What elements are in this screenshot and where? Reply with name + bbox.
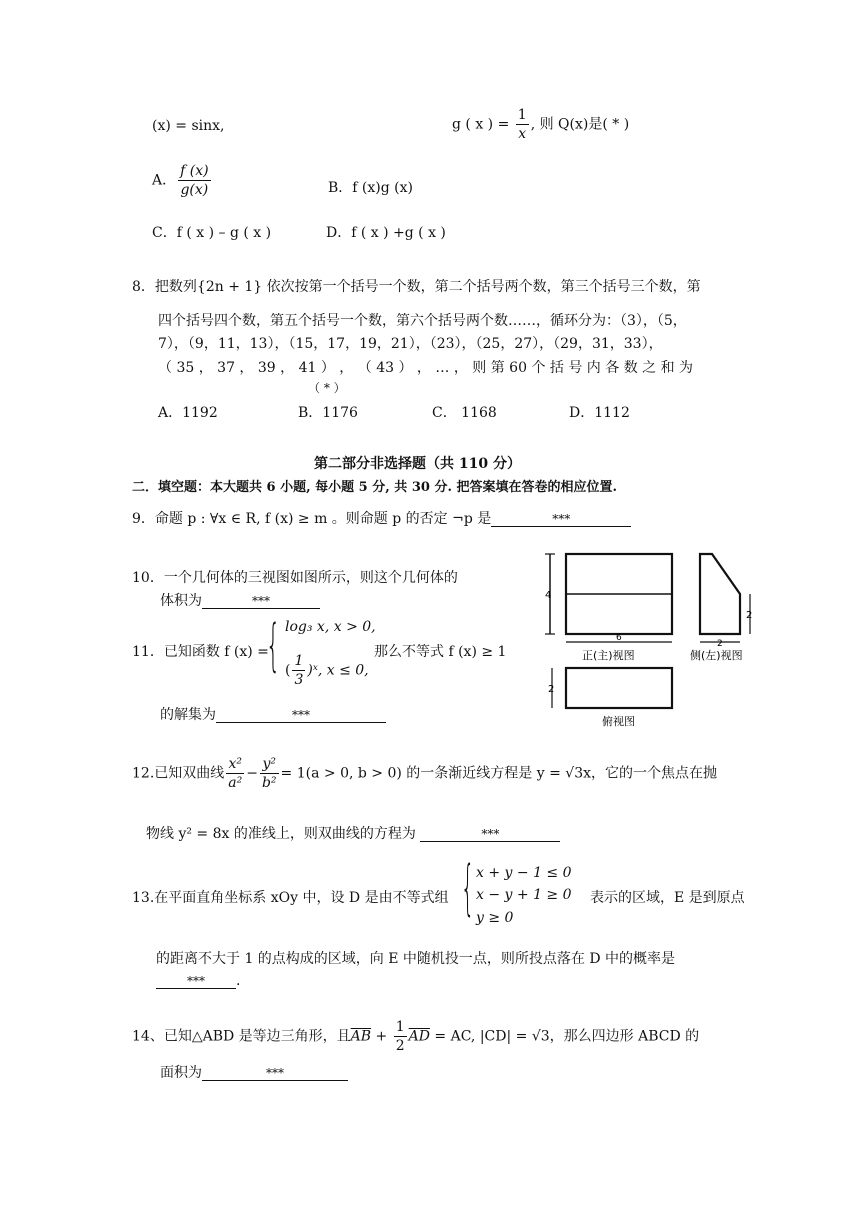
q12-text: 物线 y² = 8x 的准线上，则双曲线的方程为 — [146, 826, 416, 842]
q11-case-2-rest: )ˣ, x ≤ 0, — [307, 662, 369, 679]
q7-f-definition: (x) = sinx, — [152, 118, 225, 134]
q13-inequality-3: y ≥ 0 — [476, 910, 514, 926]
q9-answer-blank: *** — [491, 512, 631, 527]
q7-option-a-fraction — [178, 162, 210, 199]
q7-g-definition — [452, 106, 629, 143]
q14-plus: + — [371, 1028, 392, 1045]
q13-brace: { — [461, 853, 475, 923]
q13-end: . — [236, 973, 241, 989]
q13-prefix: 13.在平面直角坐标系 xOy 中，设 D 是由不等式组 — [132, 890, 449, 906]
q11-text: 的解集为 — [160, 707, 216, 723]
q14-answer-blank: *** — [202, 1066, 348, 1081]
q12-fraction-x — [226, 755, 244, 792]
q13-suffix: 表示的区域，E 是到原点 — [590, 890, 745, 906]
q11-base-numerator: 1 — [294, 653, 304, 669]
q7-option-d: D．f ( x ) +g ( x ) — [326, 225, 446, 241]
q8-option-b: B．1176 — [298, 405, 358, 421]
q14-text: 面积为 — [160, 1065, 202, 1081]
q10-answer-blank: *** — [202, 594, 320, 609]
q11-answer-blank: *** — [216, 708, 386, 723]
part2-title: 第二部分非选择题（共 110 分） — [314, 456, 521, 472]
q14-half-numerator: 1 — [395, 1019, 405, 1035]
q14-vector-ab: $\overline{AB}$ — [350, 1028, 372, 1045]
q7-option-a-numerator: f (x) — [180, 163, 209, 179]
q14-rest: = AC, |CD| = √3，那么四边形 ABCD 的 — [429, 1028, 700, 1045]
q14-line-2 — [160, 1062, 348, 1082]
q7-g-denominator: x — [518, 126, 527, 142]
side-view-width-dim: 2 — [717, 639, 723, 649]
q7-option-b: B．f (x)g (x) — [328, 180, 413, 196]
q7-g-suffix: , 则 Q(x)是( * ) — [530, 116, 630, 133]
q11-case-2: ( $\frac{1}{3}$ )ˣ, x ≤ 0, — [285, 653, 369, 688]
side-view-label: 侧(左)视图 — [690, 649, 743, 662]
q7-g-fraction — [516, 106, 529, 143]
q11-line-2 — [160, 704, 386, 724]
q12-fraction-y-denominator: b² — [261, 775, 277, 791]
q7-option-c: C．f ( x ) – g ( x ) — [152, 225, 272, 241]
q13-answer-line — [156, 973, 240, 989]
q14-prefix: 14、已知△ABD 是等边三角形，且 — [132, 1028, 351, 1045]
q13-inequality-2: x − y + 1 ≥ 0 — [476, 887, 572, 903]
q12-fraction-x-denominator: a² — [228, 775, 243, 791]
q8-option-a: A．1192 — [158, 405, 218, 421]
q11-base-fraction — [292, 652, 305, 689]
q12-fraction-x-numerator: x² — [226, 755, 244, 774]
q7-option-a-label: A． — [152, 172, 177, 189]
front-view-height-dim: 4 — [545, 590, 552, 601]
top-view — [548, 668, 672, 728]
q12-mid: = 1(a > 0, b > 0) 的一条渐近线方程是 y = √3x，它的一个焦点在抛 — [280, 765, 718, 782]
front-view — [545, 554, 672, 662]
q8-line-1: 8．把数列{2n + 1} 依次按第一个括号一个数，第二个括号两个数，第三个括号三个数，第 — [132, 279, 701, 295]
q12-line-2 — [146, 823, 560, 843]
q12-answer-blank: *** — [420, 827, 560, 842]
q14-half-fraction — [394, 1018, 407, 1055]
top-view-label: 俯视图 — [602, 715, 635, 728]
q8-line-4: （ 35 ， 37 ， 39 ， 41 ） ， （ 43 ） ， … ， 则 第 60 个 括 号 内 各 数 之 和 为 — [158, 360, 694, 376]
q8-line-3: 7），（9，11，13），（15，17，19，21），（23），（25，27），（29，31，33）， — [158, 336, 663, 352]
q8-option-d: D．1112 — [569, 405, 630, 421]
q13-line-2: 的距离不大于 1 的点构成的区域，向 E 中随机投一点，则所投点落在 D 中的概率是 — [156, 951, 676, 967]
q10-line-1: 10．一个几何体的三视图如图所示，则这个几何体的 — [132, 570, 458, 586]
q11-case-1: log₃ x, x > 0, — [285, 619, 376, 635]
q14-vector-ad: $\overline{AD}$ — [408, 1028, 430, 1045]
q7-g-numerator: 1 — [517, 107, 527, 123]
q8-option-c: C． 1168 — [432, 405, 497, 421]
q10-line-2 — [160, 590, 320, 610]
q10-text: 体积为 — [160, 593, 202, 609]
q7-g-prefix: g ( x ) = — [452, 116, 514, 133]
side-view — [690, 554, 752, 662]
q13-answer-blank: *** — [156, 974, 236, 989]
part2-section-heading: 二．填空题：本大题共 6 小题, 每小题 5 分, 共 30 分. 把答案填在答卷的相应位置. — [132, 480, 618, 495]
q11-suffix: 那么不等式 f (x) ≥ 1 — [374, 644, 507, 660]
q7-option-a — [152, 162, 213, 199]
front-view-label: 正(主)视图 — [582, 649, 635, 662]
q14-half-denominator: 2 — [395, 1038, 405, 1054]
q7-option-a-denominator: g(x) — [180, 182, 209, 198]
q11-prefix: 11．已知函数 f (x) = — [132, 644, 269, 660]
q8-line-5: （ * ） — [308, 381, 346, 395]
q12-minus: − — [246, 765, 258, 782]
three-views-figure — [540, 548, 760, 734]
q9-text: 9．命题 p : ∀x ∈ R, f (x) ≥ m 。则命题 p 的否定 ¬p 是 — [132, 511, 492, 527]
q12-line-1 — [132, 755, 717, 792]
q8-line-2: 四个括号四个数，第五个括号一个数，第六个括号两个数……，循环分为：（3），（5， — [158, 313, 687, 329]
q9-question — [132, 508, 631, 528]
q14-line-1 — [132, 1018, 699, 1055]
top-view-height-dim: 2 — [548, 684, 555, 695]
q12-fraction-y-numerator: y² — [260, 755, 279, 774]
front-view-width-dim: 6 — [616, 633, 622, 643]
q12-prefix: 12.已知双曲线 — [132, 765, 225, 782]
q12-fraction-y — [260, 755, 279, 792]
side-view-height-dim: 2 — [746, 610, 753, 621]
q13-inequality-1: x + y − 1 ≤ 0 — [476, 865, 572, 881]
q11-base-denominator: 3 — [294, 672, 304, 688]
q11-brace: { — [266, 613, 281, 678]
